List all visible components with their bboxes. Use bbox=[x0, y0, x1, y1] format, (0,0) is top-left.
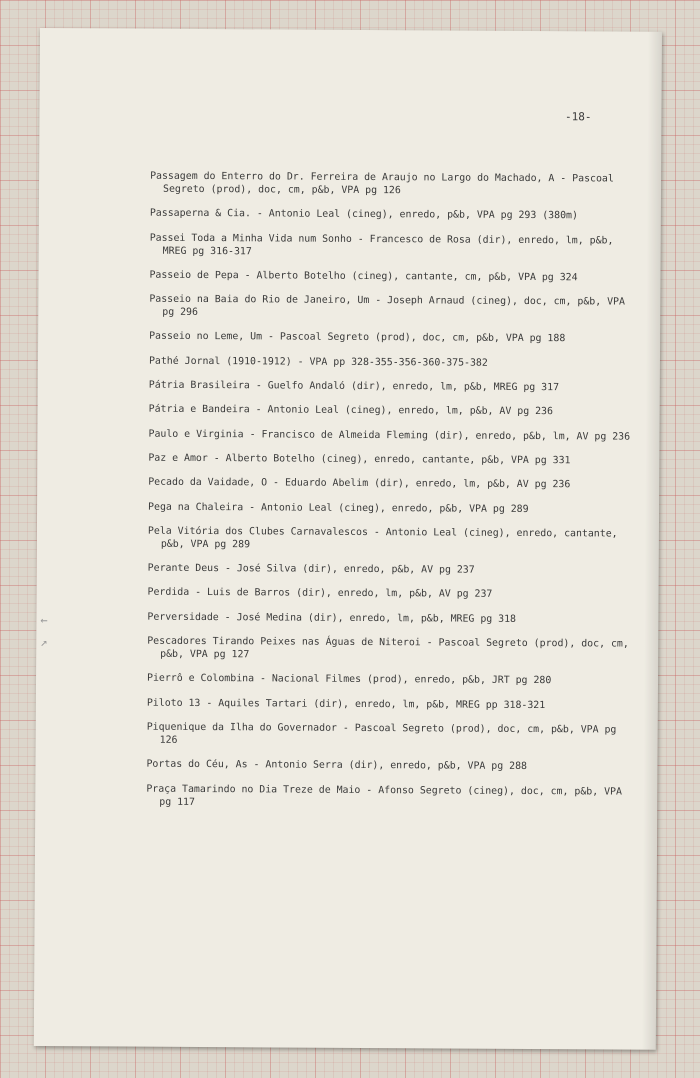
margin-mark: ↗ bbox=[40, 635, 48, 650]
page-number: -18- bbox=[564, 110, 592, 124]
list-item: Piloto 13 - Aquiles Tartari (dir), enredo, lm, p&b, MREG pp 318-321 bbox=[146, 697, 546, 711]
list-item: Paz e Amor - Alberto Botelho (cineg), enredo, cantante, p&b, VPA pg 331 bbox=[148, 452, 571, 467]
list-item: Paulo e Virginia - Francisco de Almeida Fleming (dir), enredo, p&b, lm, AV pg 236 bbox=[148, 428, 631, 443]
list-item: Passeio de Pepa - Alberto Botelho (cineg), cantante, cm, p&b, VPA pg 324 bbox=[149, 269, 578, 284]
list-item: Pátria e Bandeira - Antonio Leal (cineg), enredo, lm, p&b, AV pg 236 bbox=[148, 404, 553, 418]
list-item: Passei Toda a Minha Vida num Sonho - Francesco de Rosa (dir), enredo, lm, p&b, MREG pg 316-317 bbox=[149, 232, 614, 257]
paper-edge-shadow bbox=[642, 32, 662, 1050]
list-item: Passeio na Baia do Rio de Janeiro, Um - Joseph Arnaud (cineg), doc, cm, p&b, VPA pg 296 bbox=[149, 293, 625, 319]
list-item: Pierrô e Colombina - Nacional Filmes (prod), enredo, p&b, JRT pg 280 bbox=[146, 673, 552, 687]
list-item: Pátria Brasileira - Guelfo Andaló (dir), enredo, lm, p&b, MREG pg 317 bbox=[148, 379, 560, 394]
list-item: Perversidade - José Medina (dir), enredo, lm, p&b, MREG pg 318 bbox=[147, 611, 517, 625]
document-page bbox=[34, 28, 662, 1050]
list-item: Piquenique da Ilha do Governador - Pascoal Segreto (prod), doc, cm, p&b, VPA pg 126 bbox=[146, 721, 617, 746]
list-item: Pescadores Tirando Peixes nas Águas de Niteroi - Pascoal Segreto (prod), doc, cm, p&b, VPA pg 127 bbox=[147, 635, 629, 661]
list-item: Pega na Chaleira - Antonio Leal (cineg), enredo, p&b, VPA pg 289 bbox=[148, 501, 529, 515]
list-item: Passagem do Enterro do Dr. Ferreira de Araujo no Largo do Machado, A - Pascoal Segreto (prod), doc, cm, p&b, VPA pg 126 bbox=[150, 170, 614, 197]
list-item: Pecado da Vaidade, O - Eduardo Abelim (dir), enredo, lm, p&b, AV pg 236 bbox=[148, 476, 571, 491]
margin-mark: ← bbox=[40, 613, 48, 628]
list-item: Portas do Céu, As - Antonio Serra (dir), enredo, p&b, VPA pg 288 bbox=[146, 758, 528, 773]
filmography-entry-list bbox=[146, 170, 642, 823]
list-item: Pela Vitória dos Clubes Carnavalescos - Antonio Leal (cineg), enredo, cantante, p&b, VPA pg 289 bbox=[147, 525, 618, 551]
list-item: Perdida - Luis de Barros (dir), enredo, lm, p&b, AV pg 237 bbox=[147, 587, 493, 601]
list-item: Passeio no Leme, Um - Pascoal Segreto (prod), doc, cm, p&b, VPA pg 188 bbox=[149, 331, 566, 345]
list-item: Passaperna & Cia. - Antonio Leal (cineg), enredo, p&b, VPA pg 293 (380m) bbox=[149, 207, 578, 222]
list-item: Pathé Jornal (1910-1912) - VPA pp 328-355-356-360-375-382 bbox=[148, 355, 488, 369]
list-item: Praça Tamarindo no Dia Treze de Maio - Afonso Segreto (cineg), doc, cm, p&b, VPA pg 117 bbox=[146, 783, 623, 808]
list-item: Perante Deus - José Silva (dir), enredo, p&b, AV pg 237 bbox=[147, 562, 475, 576]
